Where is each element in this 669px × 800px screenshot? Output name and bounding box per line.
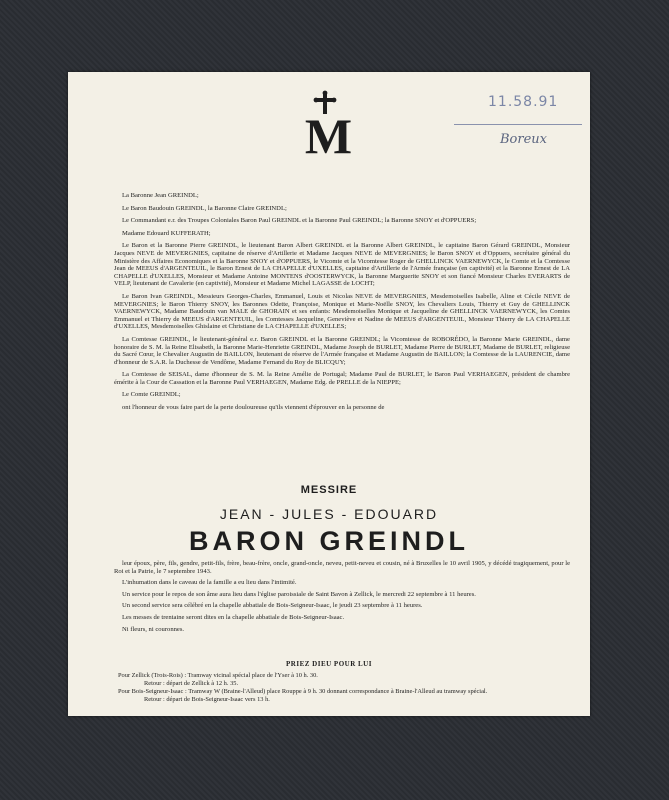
family-line: La Baronne Jean GREINDL;: [122, 192, 199, 199]
family-line: Le Baron Baudouin GREINDL, la Baronne Claire GREINDL;: [122, 204, 287, 212]
deceased-title: MESSIRE: [300, 484, 358, 496]
tram-schedule: [118, 672, 558, 704]
deceased-given-names: JEAN - JULES - EDOUARD: [219, 506, 439, 522]
archive-stamp: 11.58.91: [488, 94, 559, 110]
family-line: Le Commandant e.r. des Troupes Coloniales Baron Paul GREINDL et la Baronne Paul GREINDL; la Baronne SNOY et d'OPPUERS;: [122, 217, 477, 225]
schedule-line: Retour : départ de Bois-Seigneur-Isaac vers 13 h.: [144, 696, 270, 703]
schedule-line: Pour Bois-Seigneur-Isaac : Tramway W (Braine-l'Alleud) place Rouppe à 9 h. 30 donnant correspondance à Braine-l'Alleud au tramway spécial.: [118, 688, 488, 695]
detail-line: Les messes de trentaine seront dites en la chapelle abbatiale de Bois-Seigneur-Isaac.: [122, 613, 345, 621]
family-line: La Comtesse de SEISAL, dame d'honneur de S. M. la Reine Amélie de Portugal; Madame Paul de BURLET, le Baron Paul VERHAEGEN, président de chambre émérite à la Cour de Cassation et la Baronne Paul VERHAEGEN, Madame Edg. de PRELLE de la NIEPPE;: [114, 371, 570, 386]
detail-line: Ni fleurs, ni couronnes.: [122, 625, 185, 633]
prayer-heading: PRIEZ DIEU POUR LUI: [286, 660, 372, 668]
family-line: Le Comte GREINDL;: [122, 391, 181, 399]
schedule-line: Pour Zellick (Trois-Rois) : Tramway vicinal spécial place de l'Yser à 10 h. 30.: [118, 672, 318, 679]
detail-line: Un second service sera célébré en la chapelle abbatiale de Bois-Seigneur-Isaac, le jeudi 23 septembre à 11 heures.: [122, 602, 423, 610]
detail-line: L'inhumation dans le caveau de la famille a eu lieu dans l'intimité.: [122, 579, 297, 587]
family-line: Madame Edouard KUFFERATH;: [122, 229, 211, 237]
family-line: La Comtesse GREINDL, le lieutenant-général e.r. Baron GREINDL et la Baronne GREINDL; la Vicomtesse de ROBORÉDO, la Baronne Marie GREINDL, dame honoraire de S. M. la Reine Elisabeth, la Baronne Marie-Henriette GREINDL, Madame Joseph de BURLET, Madame Pierre de BURLET, Madame de BURLET, religieuse du Sacré Cœur, le Chevalier Augustin de BAILLON, lieutenant de réserve de l'Armée française et Madame Augustin de BAILLON; la Comtesse de la LAURENCIE, dame d'honneur de S.A.R. la Duchesse de Vendôme, Madame Fernand du Roy de BLICQUY;: [114, 335, 570, 366]
family-list: [114, 192, 570, 417]
handwritten-note: Boreux: [500, 132, 547, 147]
stamp-divider: [454, 124, 582, 125]
detail-line: leur époux, père, fils, gendre, petit-fils, frère, beau-frère, oncle, grand-oncle, neveu, petit-neveu et cousin, né à Bruxelles le 10 avril 1905, y décédé tragiquement, pour le Roi et la Patrie, le 7 septembre 1943.: [114, 560, 570, 575]
family-line: Le Baron Ivan GREINDL, Messieurs Georges-Charles, Emmanuel, Louis et Nicolas NEVE de MEVERGNIES, Mesdemoiselles Isabelle, Aline et Cécile NEVE de MEVERGNIES; le Baron Thierry SNOY, les Baronnes Odette, Françoise, Monique et Marie-Noëlle SNOY, les Chevaliers Louis, Thierry et Guy de GHELLINCK VAERNEWYCK, Madame Baudouin van MALE de GHORAIN et ses enfants: Mesdemoiselles Monique et Jacqueline de GHELLINCK VAERNEWYCK, les Comtes Emmanuel et Thierry de MEEUS d'ARGENTEUIL, les Comtesses Jacqueline, Geneviève et Nadine de MEEUS d'ARGENTEUIL, Monsieur Thierry de LA CHAPELLE d'UXELLES, Mesdemoiselles Ghislaine et Christiane de LA CHAPELLE d'UXELLES;: [114, 292, 570, 331]
deceased-name: BARON GREINDL: [189, 526, 469, 556]
monogram: M: [304, 108, 354, 164]
family-line: Le Baron et la Baronne Pierre GREINDL, le lieutenant Baron Albert GREINDL et la Baronne Albert GREINDL, le capitaine Baron Gérard GREINDL, Monsieur Jacques NEVE de MEVERGNIES, capitaine de réserve d'Artillerie et Madame Jacques NEVE de MEVERGNIES; le Baron SNOY et d'Oppuers, secrétaire général du Ministère des Affaires Economiques et la Baronne SNOY et d'OPPUERS, le Vicomte et la Vicomtesse Roger de GHELLINCK VAERNEWYCK, le Comte et la Comtesse Jean de MEEUS d'ARGENTEUIL, le Baron Ernest de LA CHAPELLE d'UXELLES, capitaine d'Artillerie de l'Armée française (en captivité) et la Baronne Ernest de LA CHAPELLE d'UXELLES, Monsieur et Madame Antoine MONTENS d'OOSTERWYCK, la Baronne Marguerite SNOY et son fiancé Monsieur Charles EVERARTS de VELP, lieutenant de Cavalerie (en captivité), Monsieur et Madame Michel LAGASSE de LOCHT;: [114, 242, 570, 288]
announcement-line: ont l'honneur de vous faire part de la perte douloureuse qu'ils viennent d'éprouver en la personne de: [122, 404, 385, 412]
service-details: [114, 560, 570, 637]
mourning-card: [68, 72, 590, 716]
schedule-line: Retour : départ de Zellick à 12 h. 35.: [144, 680, 239, 687]
detail-line: Un service pour le repos de son âme aura lieu dans l'église paroissiale de Saint Bavon à Zellick, le mercredi 22 septembre à 11 heures.: [122, 590, 476, 598]
